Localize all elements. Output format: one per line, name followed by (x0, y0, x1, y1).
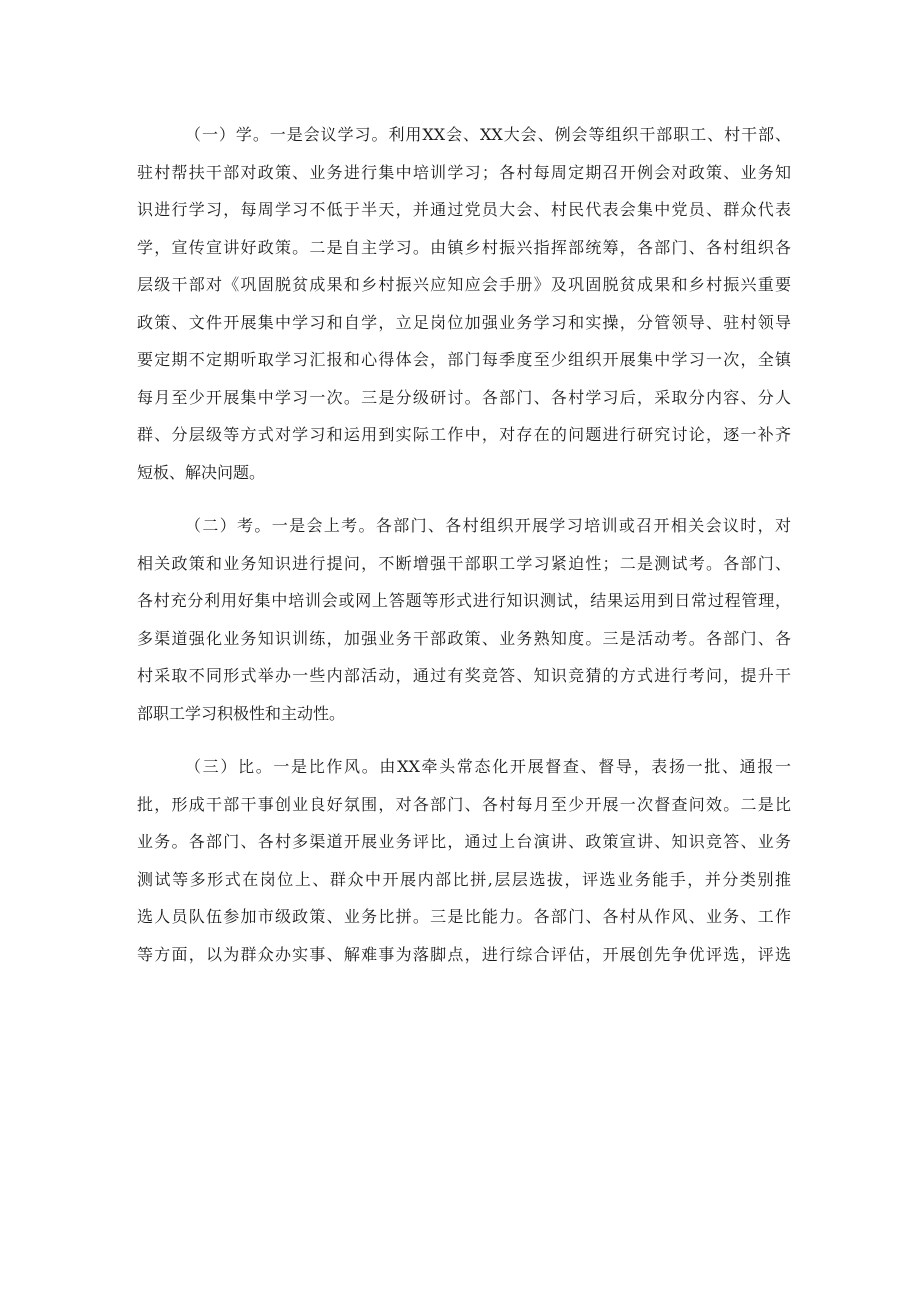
paragraph-line: 驻村帮扶干部对政策、业务进行集中培训学习；各村每周定期召开例会对政策、业务知 (137, 162, 791, 182)
paragraph-line: 层级干部对《巩固脱贫成果和乡村振兴应知应会手册》及巩固脱贫成果和乡村振兴重要 (137, 275, 791, 294)
paragraph-gap (137, 732, 791, 748)
paragraph-line: （二）考。一是会上考。各部门、各村组织开展学习培训或召开相关会议时，对 (185, 516, 791, 535)
paragraph-line: 村采取不同形式举办一些内部活动，通过有奖竞答、知识竞猜的方式进行考问，提升干 (137, 666, 791, 685)
paragraph-line: 群、分层级等方式对学习和运用到实际工作中，对存在的问题进行研究讨论，逐一补齐 (137, 425, 791, 444)
paragraph-line: 要定期不定期听取学习汇报和心得体会，部门每季度至少组织开展集中学习一次，全镇 (137, 350, 791, 369)
document-body (137, 116, 791, 973)
paragraph-line: （三）比。一是比作风。由XX牵头常态化开展督查、督导，表扬一批、通报一 (185, 757, 791, 776)
paragraph-line: 测试等多形式在岗位上、群众中开展内部比拼,层层选拔，评选业务能手，并分类别推 (137, 869, 791, 889)
paragraph-line: 选人员队伍参加市级政策、业务比拼。三是比能力。各部门、各村从作风、业务、工作 (137, 907, 791, 926)
paragraph-line: （一）学。一是会议学习。利用XX会、XX大会、例会等组织干部职工、村干部、 (185, 125, 791, 144)
paragraph-line: 短板、解决问题。 (137, 462, 266, 482)
section-exam (137, 507, 791, 732)
paragraph-line: 每月至少开展集中学习一次。三是分级研讨。各部门、各村学习后，采取分内容、分人 (137, 387, 791, 407)
paragraph-line: 相关政策和业务知识进行提问，不断增强干部职工学习紧迫性；二是测试考。各部门、 (137, 553, 791, 573)
paragraph-line: 批，形成干部干事创业良好氛围，对各部门、各村每月至少开展一次督查问效。二是比 (137, 794, 791, 814)
section-compare (137, 748, 791, 973)
paragraph-line: 等方面，以为群众办实事、解难事为落脚点，进行综合评估，开展创先争优评选，评选 (137, 944, 791, 964)
paragraph-line: 多渠道强化业务知识训练，加强业务干部政策、业务熟知度。三是活动考。各部门、各 (137, 628, 791, 648)
paragraph-line: 政策、文件开展集中学习和自学，立足岗位加强业务学习和实操，分管领导、驻村领导 (137, 312, 791, 332)
section-study (137, 116, 791, 491)
paragraph-gap (137, 491, 791, 507)
paragraph-line: 学，宣传宣讲好政策。二是自主学习。由镇乡村振兴指挥部统筹，各部门、各村组织各 (137, 237, 791, 257)
paragraph-line: 业务。各部门、各村多渠道开展业务评比，通过上台演讲、政策宣讲、知识竞答、业务 (137, 832, 791, 851)
paragraph-line: 各村充分利用好集中培训会或网上答题等形式进行知识测试，结果运用到日常过程管理， (137, 591, 791, 610)
paragraph-line: 部职工学习积极性和主动性。 (137, 703, 346, 723)
paragraph-line: 识进行学习，每周学习不低于半天，并通过党员大会、村民代表会集中党员、群众代表 (137, 200, 791, 219)
